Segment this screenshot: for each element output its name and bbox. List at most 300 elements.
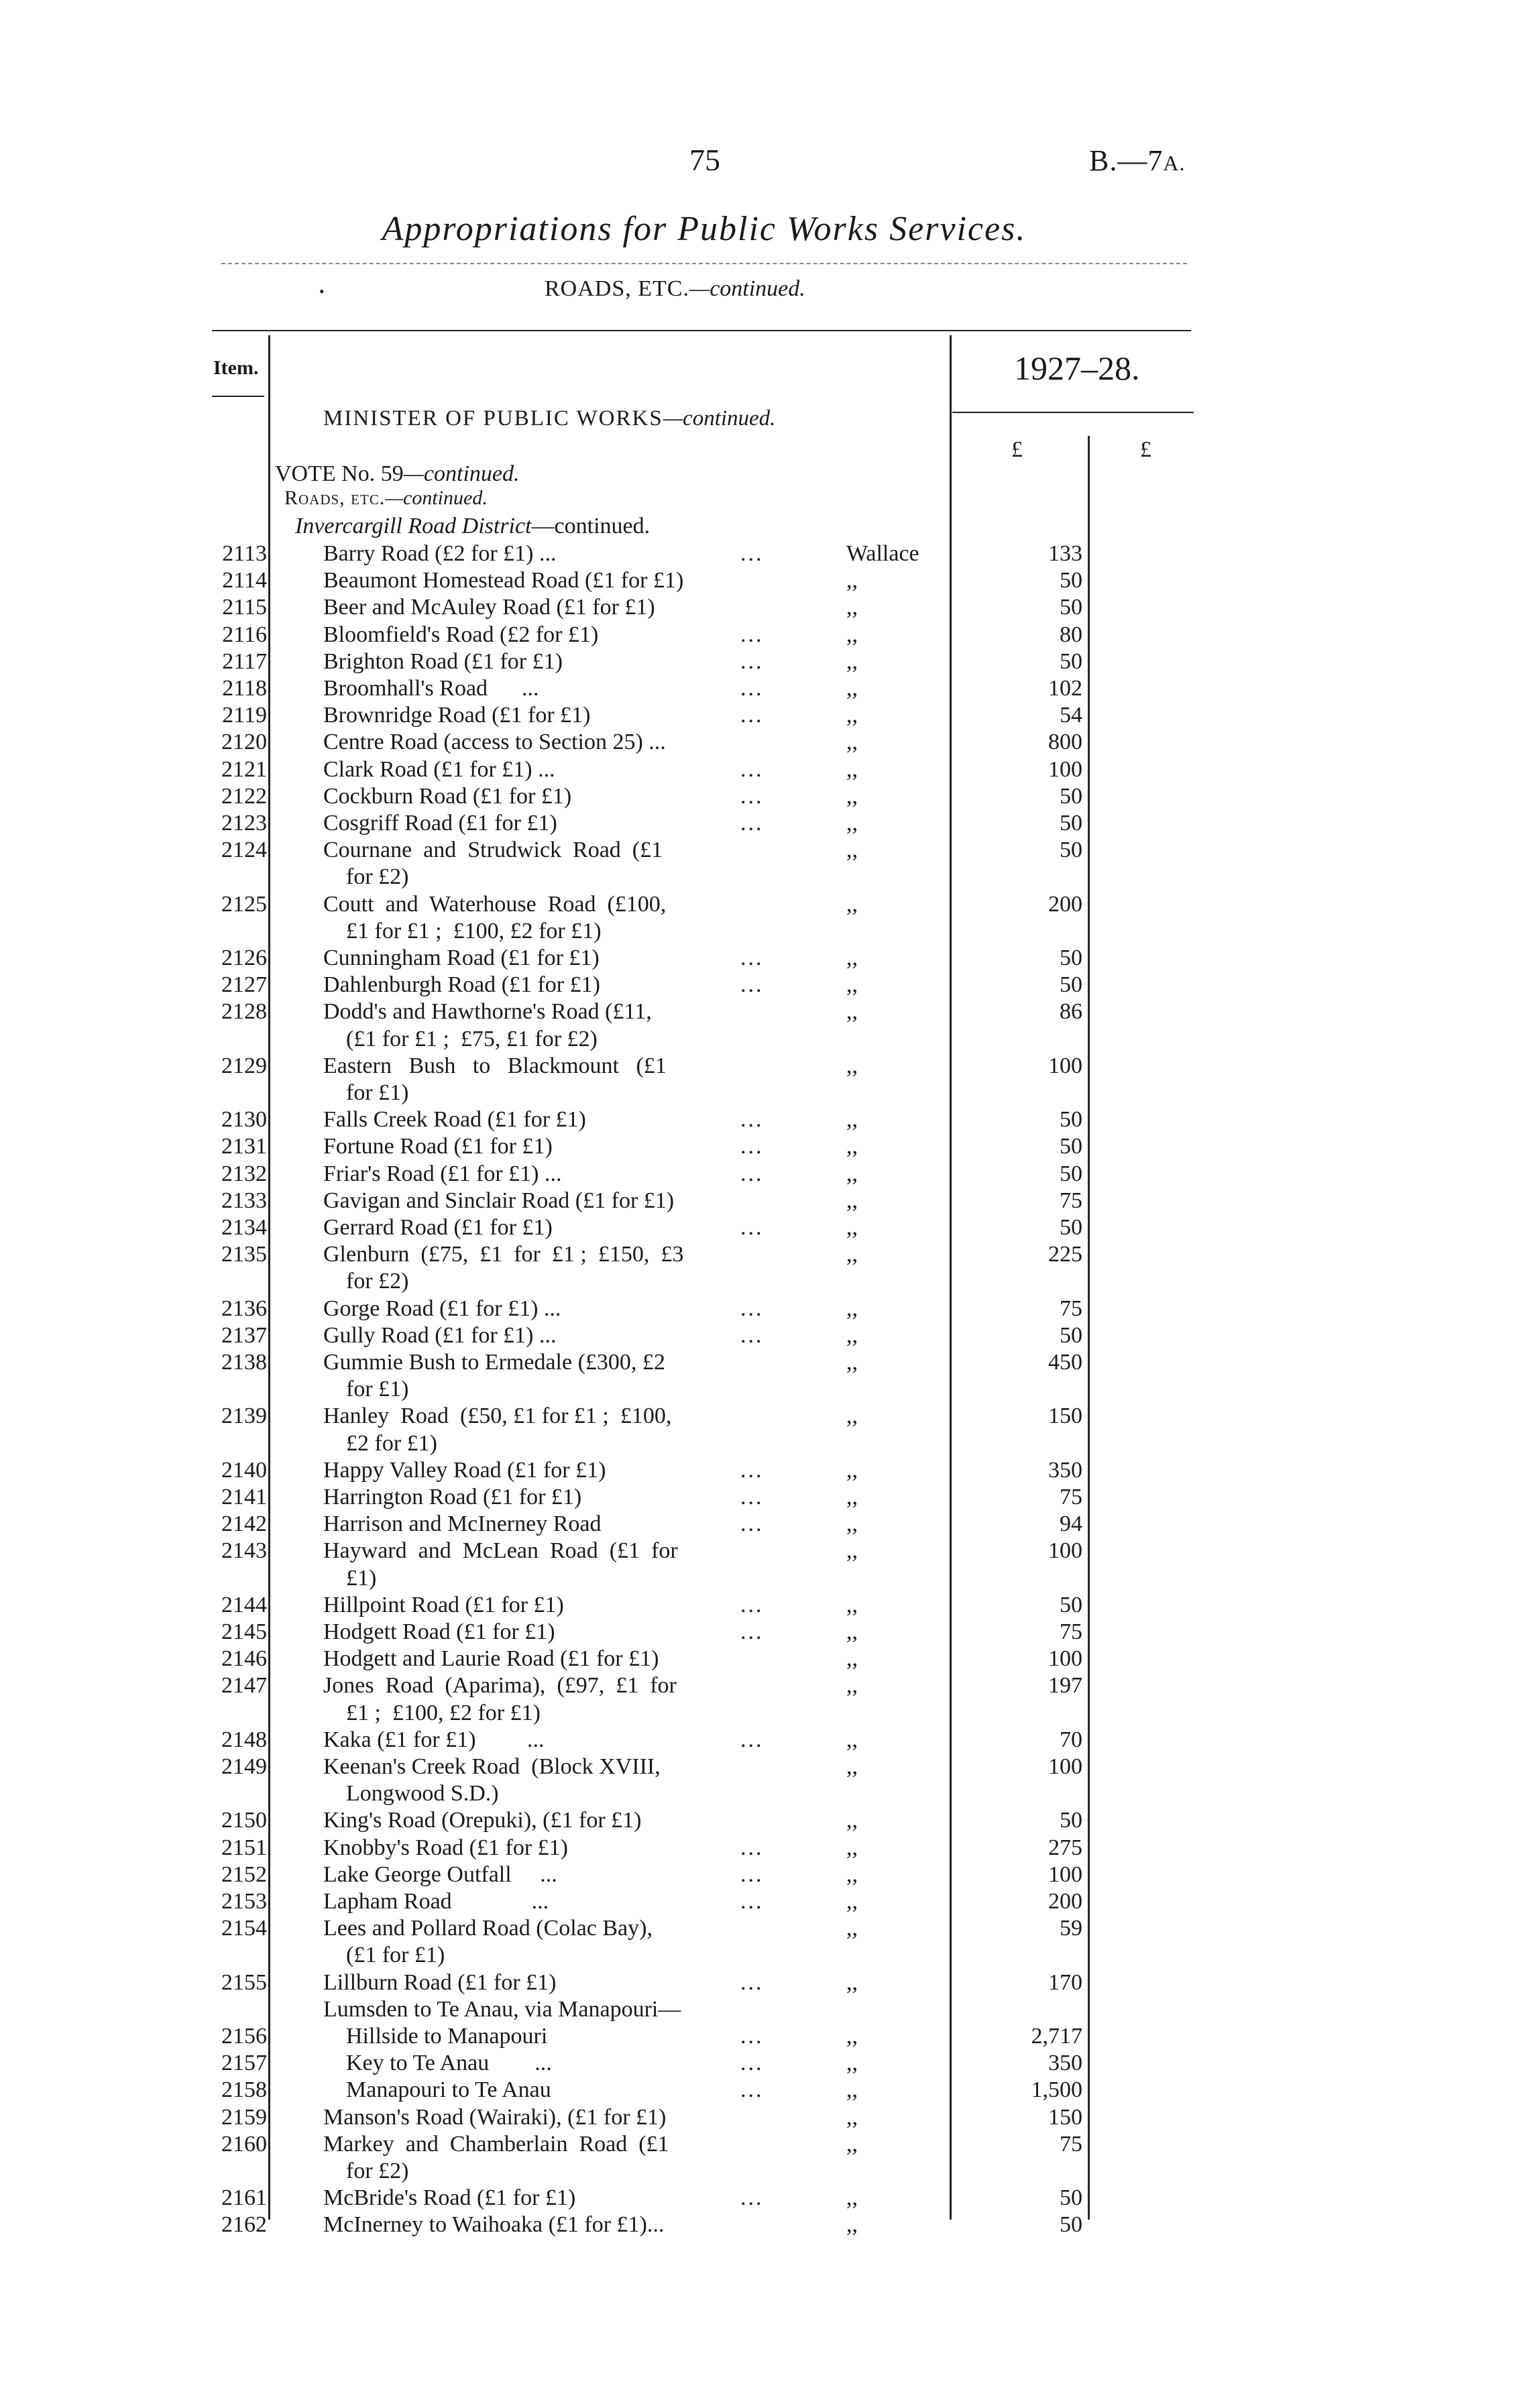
table-row: [0, 540, 1521, 567]
leader-dots: ...: [740, 945, 764, 970]
item-amount: 59: [1060, 1916, 1082, 1941]
table-row: [0, 1700, 1521, 1727]
leader-dots: ...: [740, 622, 764, 647]
item-number: 2157: [221, 2051, 267, 2076]
item-amount: 200: [1048, 891, 1082, 917]
item-description: Happy Valley Road (£1 for £1): [323, 1457, 606, 1483]
leader-dots: ...: [740, 972, 764, 998]
item-description: Hillpoint Road (£1 for £1): [323, 1592, 564, 1617]
item-description: Lees and Pollard Road (Colac Bay),: [323, 1916, 653, 1941]
item-description: Centre Road (access to Section 25) ...: [323, 730, 666, 755]
electoral-district: ,,: [846, 1242, 858, 1267]
item-description: Eastern Bush to Blackmount (£1: [323, 1053, 667, 1078]
item-number: 2124: [221, 838, 267, 863]
leader-dots: ...: [740, 2051, 764, 2076]
electoral-district: ,,: [846, 1916, 858, 1941]
table-row: [0, 1214, 1521, 1241]
item-description: Glenburn (£75, £1 for £1 ; £150, £3: [323, 1242, 684, 1267]
electoral-district: ,,: [846, 1485, 858, 1509]
electoral-district: ,,: [846, 1134, 858, 1159]
item-number: 2141: [221, 1485, 267, 1509]
table-row: [0, 1807, 1521, 1834]
item-header-rule: [212, 396, 264, 397]
item-description: Falls Creek Road (£1 for £1): [323, 1107, 586, 1133]
table-row: [0, 864, 1521, 891]
item-amount: 50: [1060, 1322, 1082, 1348]
table-row: [0, 2077, 1521, 2104]
item-description: Cournane and Strudwick Road (£1: [323, 838, 663, 863]
table-row: [0, 567, 1521, 594]
leader-dots: ...: [740, 1485, 764, 1509]
item-amount: 50: [1060, 568, 1082, 593]
electoral-district: ,,: [846, 1161, 858, 1186]
item-number: 2126: [221, 945, 267, 970]
item-description: Hillside to Manapouri: [323, 2024, 548, 2049]
leader-dots: ...: [740, 1592, 764, 1617]
electoral-district: ,,: [846, 1835, 858, 1860]
item-number: 2161: [221, 2185, 267, 2211]
item-number: 2156: [221, 2024, 267, 2049]
leader-dots: ...: [740, 2185, 764, 2211]
item-description: Manapouri to Te Anau: [323, 2077, 551, 2103]
pound-column-1-header: £: [1011, 437, 1023, 462]
leader-dots: ...: [740, 783, 764, 809]
electoral-district: ,,: [846, 2131, 858, 2157]
item-amount: 50: [1060, 1215, 1082, 1240]
document-reference-suffix: A.: [1163, 151, 1186, 175]
item-amount: 102: [1048, 676, 1082, 701]
item-description: Longwood S.D.): [323, 1781, 499, 1807]
leader-dots: ...: [740, 811, 764, 836]
district-heading-main: Invercargill Road District: [295, 514, 532, 538]
electoral-district: ,,: [846, 1673, 858, 1699]
table-row: [0, 1161, 1521, 1188]
vote-heading: [275, 461, 520, 487]
electoral-district: ,,: [846, 2185, 858, 2211]
minister-heading: [323, 406, 775, 431]
item-amount: 50: [1060, 811, 1082, 836]
item-number: 2120: [221, 730, 267, 755]
vote-heading-suffix: —continued.: [403, 461, 520, 486]
item-description: Jones Road (Aparima), (£97, £1 for: [323, 1673, 677, 1699]
item-description: £1 for £1 ; £100, £2 for £1): [323, 918, 602, 943]
item-description: Harrison and McInerney Road: [323, 1511, 602, 1537]
item-description: Gorge Road (£1 for £1) ...: [323, 1296, 561, 1321]
leader-dots: ...: [740, 703, 764, 728]
item-number: 2123: [221, 811, 267, 836]
table-row: [0, 648, 1521, 675]
item-number: 2135: [221, 1242, 267, 1267]
item-amount: 350: [1048, 2051, 1082, 2076]
item-description: Brownridge Road (£1 for £1): [323, 703, 591, 728]
table-row: [0, 1268, 1521, 1295]
table-row: [0, 2104, 1521, 2131]
leader-dots: ...: [740, 756, 764, 782]
table-row: [0, 1942, 1521, 1969]
item-amount: 350: [1048, 1457, 1082, 1483]
table-row: [0, 729, 1521, 756]
item-number: 2116: [222, 622, 267, 647]
item-number: 2138: [221, 1350, 267, 1375]
item-number: 2136: [221, 1296, 267, 1321]
item-number: 2114: [222, 568, 267, 593]
item-amount: 86: [1060, 999, 1082, 1025]
item-amount: 100: [1048, 1646, 1082, 1672]
item-number: 2143: [221, 1538, 267, 1564]
table-row: [0, 1106, 1521, 1133]
item-description: Friar's Road (£1 for £1) ...: [323, 1161, 562, 1186]
item-description: Kaka (£1 for £1) ...: [323, 1727, 545, 1752]
electoral-district: ,,: [846, 2077, 858, 2103]
leader-dots: ...: [740, 1322, 764, 1348]
item-amount: 75: [1060, 1619, 1082, 1644]
section-title: [545, 276, 805, 302]
table-row: [0, 2131, 1521, 2158]
item-number: 2125: [221, 891, 267, 917]
item-amount: 100: [1048, 1053, 1082, 1078]
item-amount: 50: [1060, 648, 1082, 674]
document-reference-main: B.—7: [1089, 144, 1164, 177]
item-number: 2162: [221, 2212, 267, 2238]
table-row: [0, 1835, 1521, 1861]
item-number: 2158: [221, 2077, 267, 2103]
table-row: [0, 1457, 1521, 1484]
item-description: for £1): [323, 1377, 409, 1402]
item-description: Lapham Road ...: [323, 1889, 549, 1914]
bullet-mark: •: [319, 283, 325, 300]
item-amount: 50: [1060, 945, 1082, 970]
section-title-main: ROADS, ETC.: [545, 276, 689, 301]
item-description: Beaumont Homestead Road (£1 for £1): [323, 568, 684, 593]
item-number: 2118: [222, 676, 267, 701]
item-amount: 100: [1048, 1538, 1082, 1564]
leader-dots: ...: [740, 1457, 764, 1483]
item-description: Dahlenburgh Road (£1 for £1): [323, 972, 600, 998]
item-amount: 150: [1048, 1403, 1082, 1429]
item-amount: 50: [1060, 1161, 1082, 1186]
table-row: [0, 756, 1521, 783]
item-number: 2139: [221, 1403, 267, 1429]
table-row: [0, 1727, 1521, 1754]
item-description: Harrington Road (£1 for £1): [323, 1485, 582, 1509]
electoral-district: ,,: [846, 838, 858, 863]
item-description: Gully Road (£1 for £1) ...: [323, 1322, 557, 1348]
item-description: Bloomfield's Road (£2 for £1): [323, 622, 599, 647]
electoral-district: ,,: [846, 568, 858, 593]
electoral-district: ,,: [846, 1215, 858, 1240]
item-number: 2130: [221, 1107, 267, 1133]
electoral-district: ,,: [846, 1727, 858, 1752]
item-description: Lillburn Road (£1 for £1): [323, 1969, 557, 1995]
item-description: Knobby's Road (£1 for £1): [323, 1835, 568, 1860]
table-row: [0, 1646, 1521, 1672]
item-number: 2127: [221, 972, 267, 998]
electoral-district: ,,: [846, 1969, 858, 1995]
electoral-district: ,,: [846, 972, 858, 998]
year-header-rule: [952, 412, 1194, 413]
item-amount: 50: [1060, 2185, 1082, 2211]
item-description: McBride's Road (£1 for £1): [323, 2185, 576, 2211]
item-description: £1): [323, 1565, 377, 1591]
electoral-district: ,,: [846, 1457, 858, 1483]
item-amount: 75: [1060, 1485, 1082, 1509]
leader-dots: ...: [740, 1296, 764, 1321]
item-amount: 100: [1048, 1861, 1082, 1887]
electoral-district: ,,: [846, 703, 858, 728]
electoral-district: ,,: [846, 1511, 858, 1537]
item-description: Gavigan and Sinclair Road (£1 for £1): [323, 1188, 675, 1213]
electoral-district: ,,: [846, 783, 858, 809]
item-number: 2115: [222, 595, 267, 620]
item-description: £1 ; £100, £2 for £1): [323, 1700, 541, 1725]
district-heading-suffix: —continued.: [531, 514, 651, 538]
item-description: Gerrard Road (£1 for £1): [323, 1215, 553, 1240]
item-description: Hanley Road (£50, £1 for £1 ; £100,: [323, 1403, 672, 1429]
electoral-district: ,,: [846, 730, 858, 755]
item-number: 2150: [221, 1808, 267, 1833]
year-column-header: 1927–28.: [1014, 349, 1140, 387]
table-top-rule: [212, 330, 1191, 331]
item-description: for £2): [323, 2159, 409, 2183]
leader-dots: ...: [740, 1619, 764, 1644]
item-amount: 75: [1060, 2131, 1082, 2157]
roads-subheading-suffix: —continued.: [385, 487, 488, 509]
item-description: Cunningham Road (£1 for £1): [323, 945, 600, 970]
electoral-district: ,,: [846, 1188, 858, 1213]
item-number: 2133: [221, 1188, 267, 1213]
item-description: Hodgett and Laurie Road (£1 for £1): [323, 1646, 659, 1672]
item-number: 2142: [221, 1511, 267, 1537]
electoral-district: ,,: [846, 811, 858, 836]
minister-heading-suffix: —continued.: [663, 406, 776, 431]
item-description: for £2): [323, 1269, 409, 1294]
table-row: [0, 918, 1521, 945]
table-row: [0, 1080, 1521, 1106]
item-amount: 197: [1048, 1673, 1082, 1699]
item-description: Cosgriff Road (£1 for £1): [323, 811, 557, 836]
electoral-district: ,,: [846, 756, 858, 782]
item-description: (£1 for £1): [323, 1943, 445, 1968]
table-row: [0, 1888, 1521, 1915]
item-amount: 50: [1060, 838, 1082, 863]
vote-heading-main: VOTE No. 59: [275, 461, 404, 486]
page-title: Appropriations for Public Works Services.: [382, 210, 1027, 248]
item-description: Markey and Chamberlain Road (£1: [323, 2131, 669, 2157]
item-amount: 50: [1060, 783, 1082, 809]
table-row: [0, 1188, 1521, 1214]
table-row: [0, 1430, 1521, 1457]
electoral-district: ,,: [846, 622, 858, 647]
table-row: [0, 1241, 1521, 1268]
item-amount: 133: [1048, 541, 1082, 566]
item-description: Lake George Outfall ...: [323, 1861, 557, 1887]
table-row: [0, 1511, 1521, 1538]
item-description: Fortune Road (£1 for £1): [323, 1134, 553, 1159]
table-row: [0, 1026, 1521, 1053]
leader-dots: ...: [740, 1861, 764, 1887]
item-description: Lumsden to Te Anau, via Manapouri—: [323, 1996, 681, 2022]
electoral-district: Wallace: [846, 541, 919, 566]
document-reference: [1089, 144, 1185, 178]
table-row: [0, 1484, 1521, 1511]
leader-dots: ...: [740, 1134, 764, 1159]
item-amount: 100: [1048, 1754, 1082, 1779]
table-row: [0, 2185, 1521, 2212]
leader-dots: ...: [740, 541, 764, 566]
item-amount: 50: [1060, 1107, 1082, 1133]
item-amount: 170: [1048, 1969, 1082, 1995]
item-amount: 800: [1048, 730, 1082, 755]
table-row: [0, 1754, 1521, 1780]
table-row: [0, 1296, 1521, 1322]
table-row: [0, 1672, 1521, 1699]
table-row: [0, 1565, 1521, 1592]
electoral-district: ,,: [846, 676, 858, 701]
item-description: Hayward and McLean Road (£1 for: [323, 1538, 678, 1564]
item-amount: 70: [1060, 1727, 1082, 1752]
item-number: 2137: [221, 1322, 267, 1348]
leader-dots: ...: [740, 1969, 764, 1995]
leader-dots: ...: [740, 648, 764, 674]
electoral-district: ,,: [846, 1754, 858, 1779]
leader-dots: ...: [740, 1215, 764, 1240]
item-number: 2144: [221, 1592, 267, 1617]
table-row: [0, 1322, 1521, 1349]
item-number: 2129: [221, 1053, 267, 1078]
table-row: [0, 1376, 1521, 1403]
item-description: Manson's Road (Wairaki), (£1 for £1): [323, 2104, 667, 2130]
table-row: [0, 891, 1521, 918]
item-amount: 75: [1060, 1188, 1082, 1213]
item-amount: 80: [1060, 622, 1082, 647]
item-number: 2140: [221, 1457, 267, 1483]
item-amount: 50: [1060, 595, 1082, 620]
roads-subheading: [284, 487, 488, 510]
table-row: [0, 702, 1521, 729]
table-row: [0, 783, 1521, 810]
item-number: 2122: [221, 783, 267, 809]
electoral-district: ,,: [846, 648, 858, 674]
item-amount: 50: [1060, 1808, 1082, 1833]
item-description: Broomhall's Road ...: [323, 676, 539, 701]
electoral-district: ,,: [846, 1861, 858, 1887]
pound-column-2-header: £: [1140, 437, 1151, 462]
page-number: 75: [689, 143, 720, 177]
item-number: 2155: [221, 1969, 267, 1995]
item-number: 2119: [222, 703, 267, 728]
electoral-district: ,,: [846, 595, 858, 620]
item-number: 2154: [221, 1916, 267, 1941]
item-amount: 50: [1060, 2212, 1082, 2238]
electoral-district: ,,: [846, 945, 858, 970]
item-description: Brighton Road (£1 for £1): [323, 648, 563, 674]
item-number: 2121: [221, 756, 267, 782]
electoral-district: ,,: [846, 2051, 858, 2076]
item-description: for £1): [323, 1080, 409, 1105]
roads-subheading-main: Roads, etc.: [284, 487, 386, 509]
item-description: £2 for £1): [323, 1430, 437, 1456]
electoral-district: ,,: [846, 1889, 858, 1914]
table-row: [0, 1133, 1521, 1160]
item-amount: 200: [1048, 1889, 1082, 1914]
item-description: (£1 for £1 ; £75, £1 for £2): [323, 1026, 598, 1051]
item-description: Barry Road (£2 for £1) ...: [323, 541, 557, 566]
item-number: 2152: [221, 1861, 267, 1887]
item-number: 2160: [221, 2131, 267, 2157]
table-row: [0, 810, 1521, 837]
table-row: [0, 622, 1521, 648]
item-amount: 275: [1048, 1835, 1082, 1860]
item-number: 2149: [221, 1754, 267, 1779]
item-description: King's Road (Orepuki), (£1 for £1): [323, 1808, 642, 1833]
table-row: [0, 1349, 1521, 1376]
item-number: 2113: [222, 541, 267, 566]
item-amount: 450: [1048, 1350, 1082, 1375]
electoral-district: ,,: [846, 1296, 858, 1321]
item-number: 2148: [221, 1727, 267, 1752]
electoral-district: ,,: [846, 1808, 858, 1833]
item-number: 2146: [221, 1646, 267, 1672]
table-row: [0, 972, 1521, 998]
table-row: [0, 1780, 1521, 1807]
leader-dots: ...: [740, 2077, 764, 2103]
item-description: Key to Te Anau ...: [323, 2051, 552, 2076]
leader-dots: ...: [740, 1889, 764, 1914]
table-row: [0, 1053, 1521, 1080]
item-description: Coutt and Waterhouse Road (£100,: [323, 891, 667, 917]
item-number: 2147: [221, 1673, 267, 1699]
item-number: 2145: [221, 1619, 267, 1644]
leader-dots: ...: [740, 1727, 764, 1752]
table-row: [0, 1592, 1521, 1619]
item-description: for £2): [323, 864, 409, 890]
table-row: [0, 1403, 1521, 1430]
item-number: 2153: [221, 1889, 267, 1914]
table-row: [0, 594, 1521, 621]
electoral-district: ,,: [846, 1107, 858, 1133]
leader-dots: ...: [740, 1511, 764, 1537]
item-number: 2134: [221, 1215, 267, 1240]
item-number: 2132: [221, 1161, 267, 1186]
electoral-district: ,,: [846, 1592, 858, 1617]
electoral-district: ,,: [846, 891, 858, 917]
item-amount: 100: [1048, 756, 1082, 782]
item-amount: 50: [1060, 1134, 1082, 1159]
item-amount: 150: [1048, 2104, 1082, 2130]
item-amount: 50: [1060, 972, 1082, 998]
item-description: Hodgett Road (£1 for £1): [323, 1619, 555, 1644]
leader-dots: ...: [740, 1107, 764, 1133]
item-amount: 1,500: [1031, 2077, 1082, 2103]
section-title-suffix: —continued.: [689, 276, 805, 301]
item-number: 2128: [221, 999, 267, 1025]
table-row: [0, 2050, 1521, 2077]
table-row: [0, 1861, 1521, 1888]
electoral-district: ,,: [846, 1053, 858, 1078]
table-row: [0, 998, 1521, 1025]
leader-dots: ...: [740, 676, 764, 701]
leader-dots: ...: [740, 1161, 764, 1186]
item-column-header: Item.: [213, 357, 259, 379]
item-amount: 225: [1048, 1242, 1082, 1267]
item-description: Beer and McAuley Road (£1 for £1): [323, 595, 655, 620]
district-heading: [295, 514, 650, 539]
electoral-district: ,,: [846, 2212, 858, 2238]
table-row: [0, 2023, 1521, 2050]
item-description: Gummie Bush to Ermedale (£300, £2: [323, 1350, 665, 1375]
table-row: [0, 837, 1521, 864]
electoral-district: ,,: [846, 999, 858, 1025]
